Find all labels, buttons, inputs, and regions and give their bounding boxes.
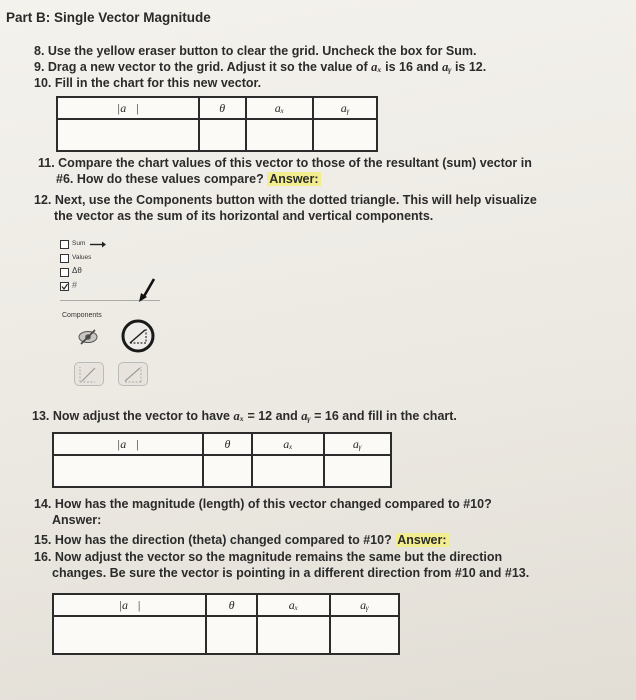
cell-theta[interactable]: [199, 119, 246, 151]
components-label: Components: [62, 312, 102, 319]
components-dotted-triangle-button[interactable]: [120, 318, 156, 354]
question-11-line1: 11. Compare the chart values of this vector to those of the resultant (sum) vector in: [38, 156, 532, 170]
cell-theta[interactable]: [203, 455, 252, 487]
ax-symbol: aₓ: [371, 60, 382, 74]
header-magnitude: |a⃗|: [53, 594, 206, 616]
header-ay: aᵧ: [313, 97, 377, 119]
cell-ay[interactable]: [330, 616, 399, 654]
checkmark-icon: [61, 283, 68, 290]
simulation-panel: [60, 232, 160, 392]
component-projection-icon: [119, 363, 147, 385]
question-10: 10. Fill in the chart for this new vector.: [34, 76, 262, 90]
answer-highlight: Answer:: [397, 533, 447, 547]
question-14-answer: Answer:: [52, 513, 102, 527]
question-16-line2: changes. Be sure the vector is pointing in a different direction from #10 and #13.: [52, 566, 530, 580]
grid-icon: #: [72, 280, 78, 290]
question-15: 15. How has the direction (theta) changed compared to #10? Answer:: [34, 533, 447, 547]
question-12-line1: 12. Next, use the Components button with the dotted triangle. This will help visualize: [34, 193, 537, 207]
cell-magnitude[interactable]: [57, 119, 199, 151]
header-ax: aₓ: [257, 594, 330, 616]
sum-label: Sum: [72, 240, 86, 247]
header-ay: aᵧ: [330, 594, 399, 616]
cell-ax[interactable]: [252, 455, 323, 487]
header-ax: aₓ: [252, 433, 323, 455]
chart-q10: [56, 96, 378, 152]
chart-q16: [52, 593, 400, 655]
cell-ay[interactable]: [313, 119, 377, 151]
components-parallelogram-button[interactable]: [74, 362, 104, 386]
eye-slash-icon: [74, 326, 102, 348]
ay-symbol: aᵧ: [301, 409, 311, 423]
question-9: 9. Drag a new vector to the grid. Adjust it so the value of aₓ is 16 and aᵧ is 12.: [34, 60, 487, 74]
header-theta: θ: [199, 97, 246, 119]
header-magnitude: |a⃗|: [53, 433, 203, 455]
question-13: 13. Now adjust the vector to have aₓ = 12 and aᵧ = 16 and fill in the chart.: [32, 409, 457, 423]
components-projection-button[interactable]: [118, 362, 148, 386]
ay-symbol: aᵧ: [442, 60, 452, 74]
vector-arrow-icon: [138, 278, 156, 304]
question-11-line2: #6. How do these values compare? Answer:: [56, 172, 319, 186]
cell-ax[interactable]: [246, 119, 314, 151]
component-arrows-icon: [75, 363, 103, 385]
question-16-line1: 16. Now adjust the vector so the magnitude remains the same but the direction: [34, 550, 503, 564]
values-label: Values: [72, 254, 92, 261]
chart-q13: [52, 432, 392, 488]
values-checkbox[interactable]: [60, 254, 69, 263]
cell-theta[interactable]: [206, 616, 257, 654]
header-ay: aᵧ: [324, 433, 391, 455]
ax-symbol: aₓ: [233, 409, 244, 423]
cell-ay[interactable]: [324, 455, 391, 487]
angle-checkbox[interactable]: [60, 268, 69, 277]
answer-highlight: Answer:: [269, 172, 319, 186]
cell-magnitude[interactable]: [53, 616, 206, 654]
components-off-button[interactable]: [74, 326, 102, 348]
question-12-line2: the vector as the sum of its horizontal and vertical components.: [54, 209, 434, 223]
header-ax: aₓ: [246, 97, 314, 119]
grid-checkbox[interactable]: [60, 282, 69, 291]
cell-ax[interactable]: [257, 616, 330, 654]
sum-checkbox[interactable]: [60, 240, 69, 249]
question-14-line1: 14. How has the magnitude (length) of this vector changed compared to #10?: [34, 497, 492, 511]
arrow-right-icon: [90, 241, 106, 248]
page-title: Part B: Single Vector Magnitude: [6, 10, 211, 25]
cell-magnitude[interactable]: [53, 455, 203, 487]
header-magnitude: |a⃗|: [57, 97, 199, 119]
header-theta: θ: [203, 433, 252, 455]
angle-label: Δθ: [72, 266, 82, 275]
question-8: 8. Use the yellow eraser button to clear the grid. Uncheck the box for Sum.: [34, 44, 477, 58]
header-theta: θ: [206, 594, 257, 616]
